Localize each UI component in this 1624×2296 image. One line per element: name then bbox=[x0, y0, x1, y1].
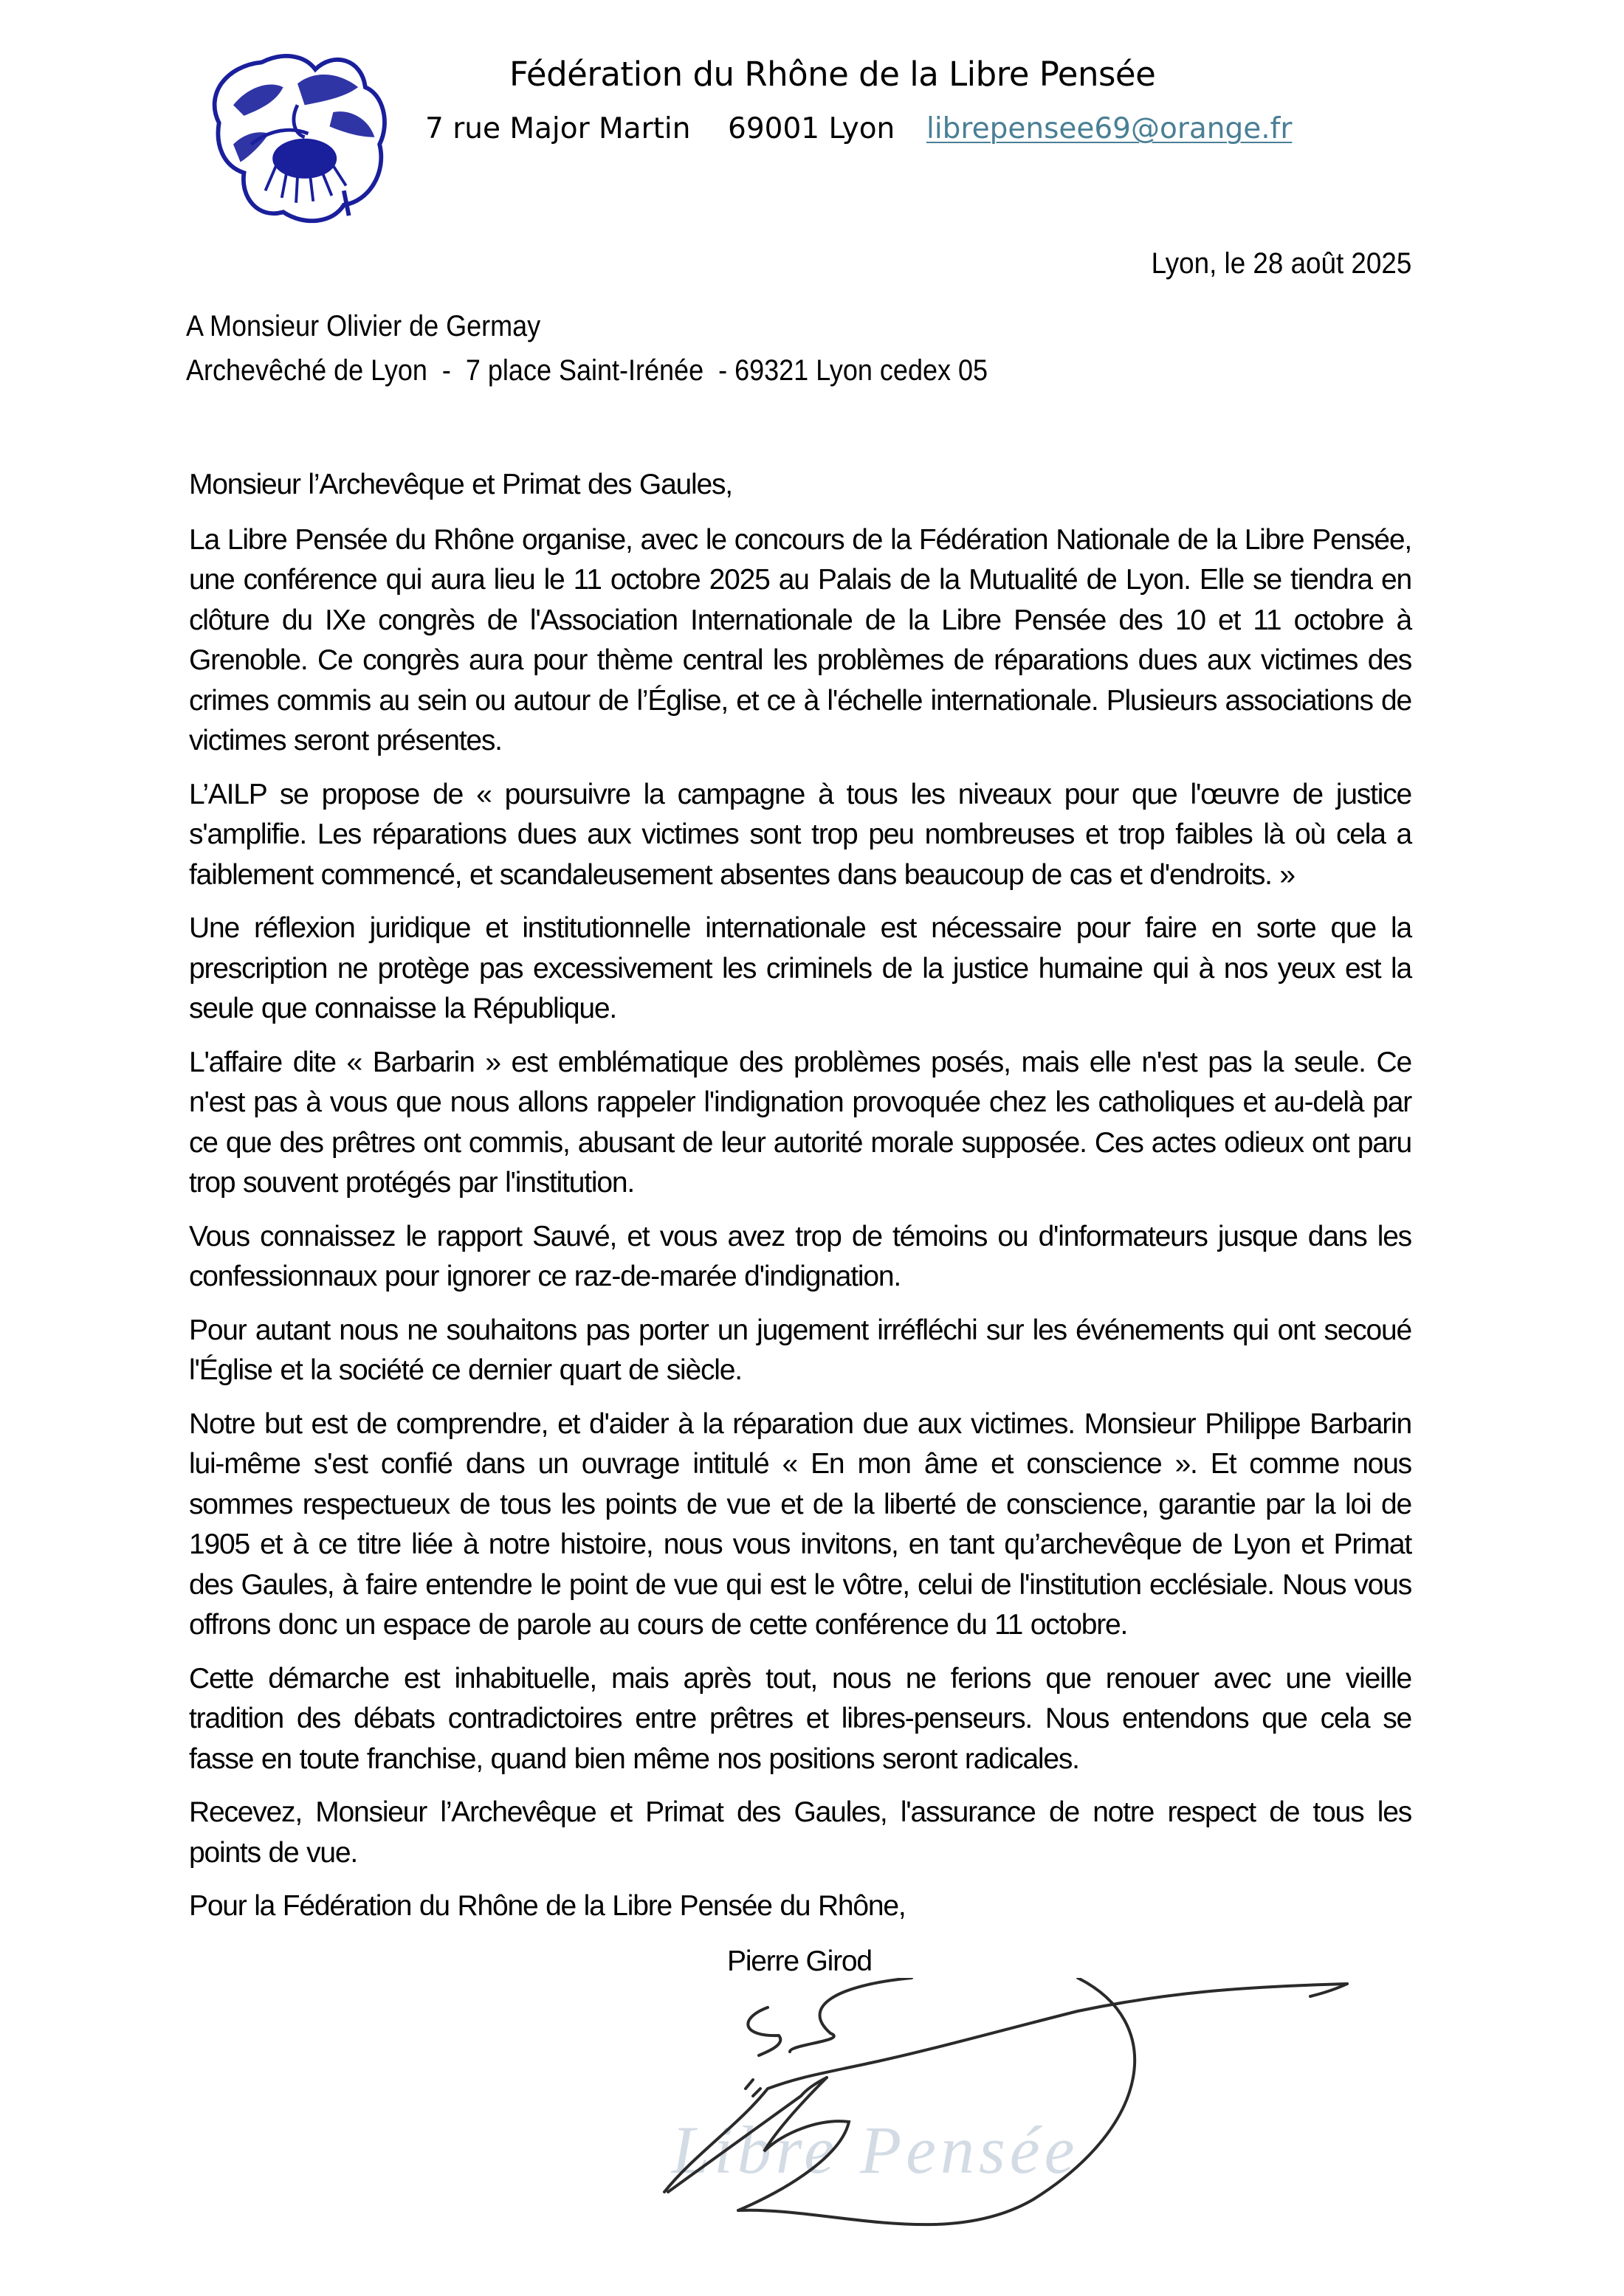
org-street-address: 7 rue Major Martin bbox=[425, 112, 691, 145]
handwritten-signature-icon bbox=[650, 1978, 1388, 2288]
paragraph-ailp-quote: L’AILP se propose de « poursuivre la campagne à tous les niveaux pour que l'œuvre de justice s'amplifie. Les réparations dues aux victimes sont trop peu nombreuses et trop faibles là où cela a faiblement commencé, et scandaleusement absentes dans beaucoup de cas et d'endroits. » bbox=[189, 778, 1411, 891]
paragraph-legal-reflection: Une réflexion juridique et institutionnelle internationale est nécessaire pour faire en sorte que la prescription ne protège pas excessivement les criminels de la justice humaine qui à nos yeux est la seule que connaisse la République. bbox=[189, 912, 1411, 1024]
org-email-link[interactable]: librepensee69@orange.fr bbox=[926, 112, 1293, 145]
letter-body bbox=[189, 465, 1411, 1940]
recipient-name: A Monsieur Olivier de Germay bbox=[186, 310, 541, 342]
paragraph-barbarin-affair: L'affaire dite « Barbarin » est emblématique des problèmes posés, mais elle n'est pas la seule. Ce n'est pas à vous que nous allons rappeler l'indignation provoquée chez les catholiques et au-delà par ce que des prêtres ont commis, abusant de leur autorité morale supposée. Ces actes odieux ont paru trop souvent protégés par l'institution. bbox=[189, 1046, 1411, 1199]
organization-title: Fédération du Rhône de la Libre Pensée bbox=[509, 55, 1156, 94]
closing-line: Pour la Fédération du Rhône de la Libre Pensée du Rhône, bbox=[189, 1890, 906, 1922]
signer-name: Pierre Girod bbox=[727, 1945, 872, 1977]
org-city: 69001 Lyon bbox=[728, 112, 895, 145]
paragraph-no-judgment: Pour autant nous ne souhaitons pas porter un jugement irréfléchi sur les événements qui ont secoué l'Église et la société ce dernier quart de siècle. bbox=[189, 1314, 1411, 1386]
letter-date: Lyon, le 28 août 2025 bbox=[1151, 247, 1411, 280]
paragraph-regards: Recevez, Monsieur l’Archevêque et Primat des Gaules, l'assurance de notre respect de tous les points de vue. bbox=[189, 1796, 1411, 1869]
pansy-logo-icon bbox=[190, 37, 405, 230]
paragraph-conference: La Libre Pensée du Rhône organise, avec le concours de la Fédération Nationale de la Libre Pensée, une conférence qui aura lieu le 11 octobre 2025 au Palais de la Mutualité de Lyon. Elle se tiendra en clôture du IXe congrès de l'Association Internationale de la Libre Pensée des 10 et 11 octobre à Grenoble. Ce congrès aura pour thème central les problèmes de réparations dues aux victimes des crimes commis au sein ou autour de l’Église, et ce à l'échelle internationale. Plusieurs associations de victimes seront présentes. bbox=[189, 523, 1411, 756]
recipient-address: Archevêché de Lyon - 7 place Saint-Irénée - 69321 Lyon cedex 05 bbox=[186, 354, 988, 387]
paragraph-tradition: Cette démarche est inhabituelle, mais après tout, nous ne ferions que renouer avec une vieille tradition des débats contradictoires entre prêtres et libres-penseurs. Nous entendons que cela se fasse en toute franchise, quand bien même nos positions seront radicales. bbox=[189, 1662, 1411, 1775]
paragraph-invitation: Notre but est de comprendre, et d'aider à la réparation due aux victimes. Monsieur Philippe Barbarin lui-même s'est confié dans un ouvrage intitulé « En mon âme et conscience ». Et comme nous sommes respectueux de tous les points de vue et de la liberté de conscience, garantie par la loi de 1905 et à ce titre liée à notre histoire, nous vous invitons, en tant qu’archevêque de Lyon et Primat des Gaules, à faire entendre le point de vue qui est le vôtre, celui de l'institution ecclésiale. Nous vous offrons donc un espace de parole au cours de cette conférence du 11 octobre. bbox=[189, 1407, 1411, 1641]
paragraph-sauve-report: Vous connaissez le rapport Sauvé, et vous avez trop de témoins ou d'informateurs jusque dans les confessionnaux pour ignorer ce raz-de-marée d'indignation. bbox=[189, 1220, 1411, 1292]
faint-stamp: Libre Pensée bbox=[672, 2112, 1079, 2188]
salutation: Monsieur l’Archevêque et Primat des Gaules, bbox=[189, 469, 732, 500]
